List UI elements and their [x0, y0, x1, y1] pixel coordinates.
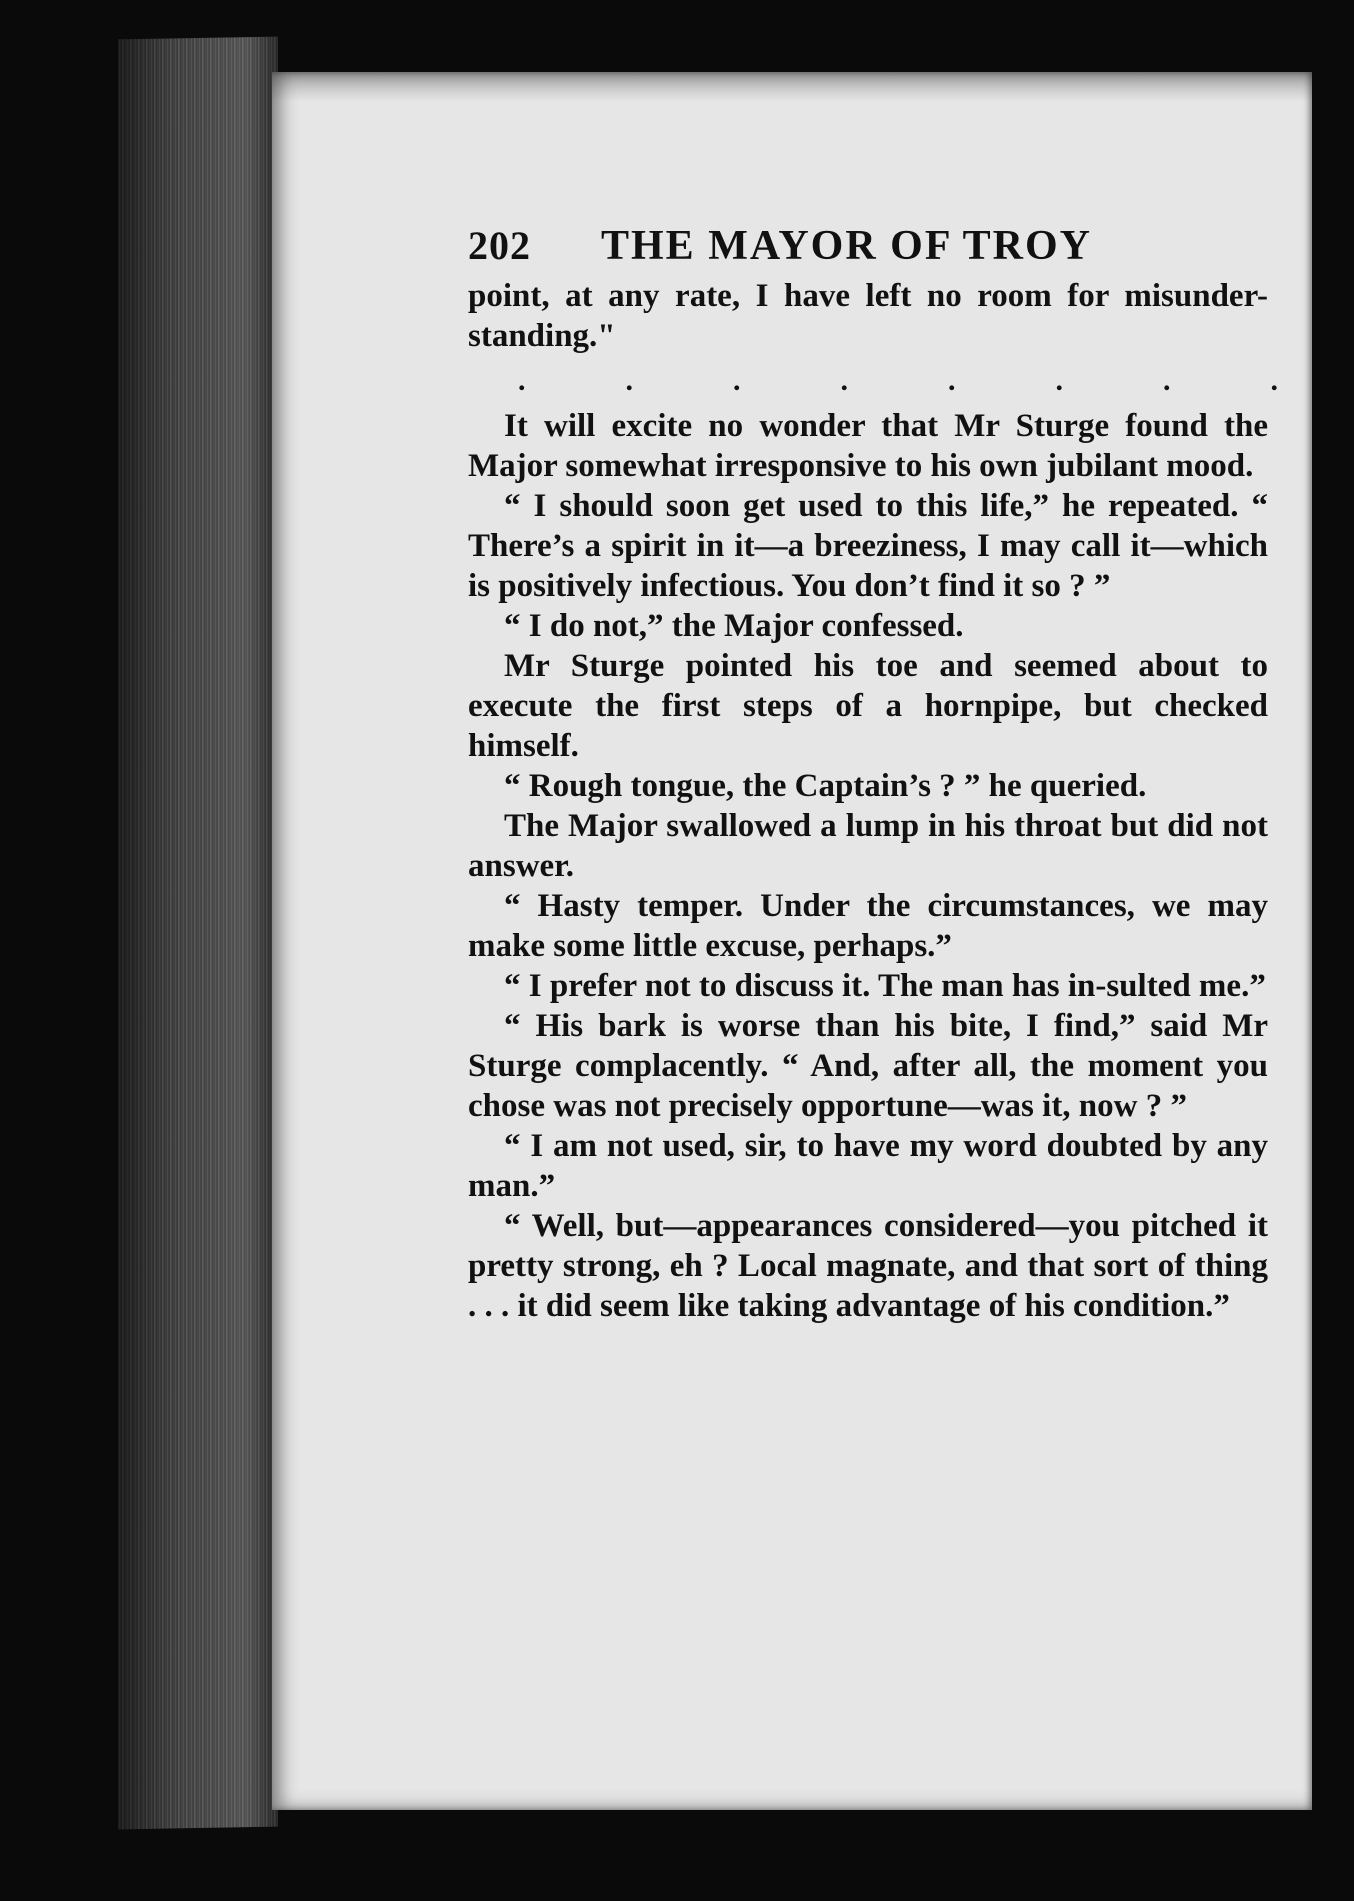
body-paragraph: “ Hasty temper. Under the circumstances, we may make some little excuse, perhaps.” — [468, 888, 1268, 964]
body-paragraph: It will excite no wonder that Mr Sturge found the Major somewhat irresponsive to his own jubilant mood. — [468, 408, 1268, 484]
section-break-dot: . — [1163, 364, 1171, 397]
body-paragraph: “ Rough tongue, the Captain’s ? ” he queried. — [504, 768, 1147, 804]
page-number: 202 — [468, 223, 531, 268]
body-paragraph: “ I do not,” the Major confessed. — [504, 608, 964, 644]
body-paragraph: “ Well, but—appearances considered—you pitched it pretty strong, eh ? Local magnate, and that sort of thing . . . it did seem like taking advantage of his condition.” — [468, 1208, 1268, 1324]
page-content — [468, 222, 1278, 1326]
book-page-edges — [118, 37, 278, 1830]
running-head — [468, 222, 1268, 270]
body-paragraph: “ I am not used, sir, to have my word doubted by any man.” — [468, 1128, 1268, 1204]
body-paragraph: “ I prefer not to discuss it. The man has in-sulted me.” — [504, 968, 1266, 1004]
body-paragraph: Mr Sturge pointed his toe and seemed about to execute the first steps of a hornpipe, but checked himself. — [468, 648, 1268, 764]
body-paragraph: “ His bark is worse than his bite, I find,” said Mr Sturge complacently. “ And, after all, the moment you chose was not precisely opportune—was it, now ? ” — [468, 1008, 1268, 1124]
opening-paragraph: point, at any rate, I have left no room for misunder-standing." — [468, 278, 1268, 354]
section-break-dot: . — [518, 364, 526, 397]
section-break — [518, 366, 1278, 396]
body-paragraph: The Major swallowed a lump in his throat but did not answer. — [468, 808, 1268, 884]
section-break-dot: . — [948, 364, 956, 397]
section-break-dot: . — [733, 364, 741, 397]
book-title: THE MAYOR OF TROY — [601, 223, 1092, 269]
body-paragraph: “ I should soon get used to this life,” he repeated. “ There’s a spirit in it—a breeziness, I may call it—which is positively infectious. You don’t find it so ? ” — [468, 488, 1268, 604]
section-break-dot: . — [1270, 364, 1278, 397]
section-break-dot: . — [1055, 364, 1063, 397]
section-break-dot: . — [625, 364, 633, 397]
section-break-dot: . — [840, 364, 848, 397]
